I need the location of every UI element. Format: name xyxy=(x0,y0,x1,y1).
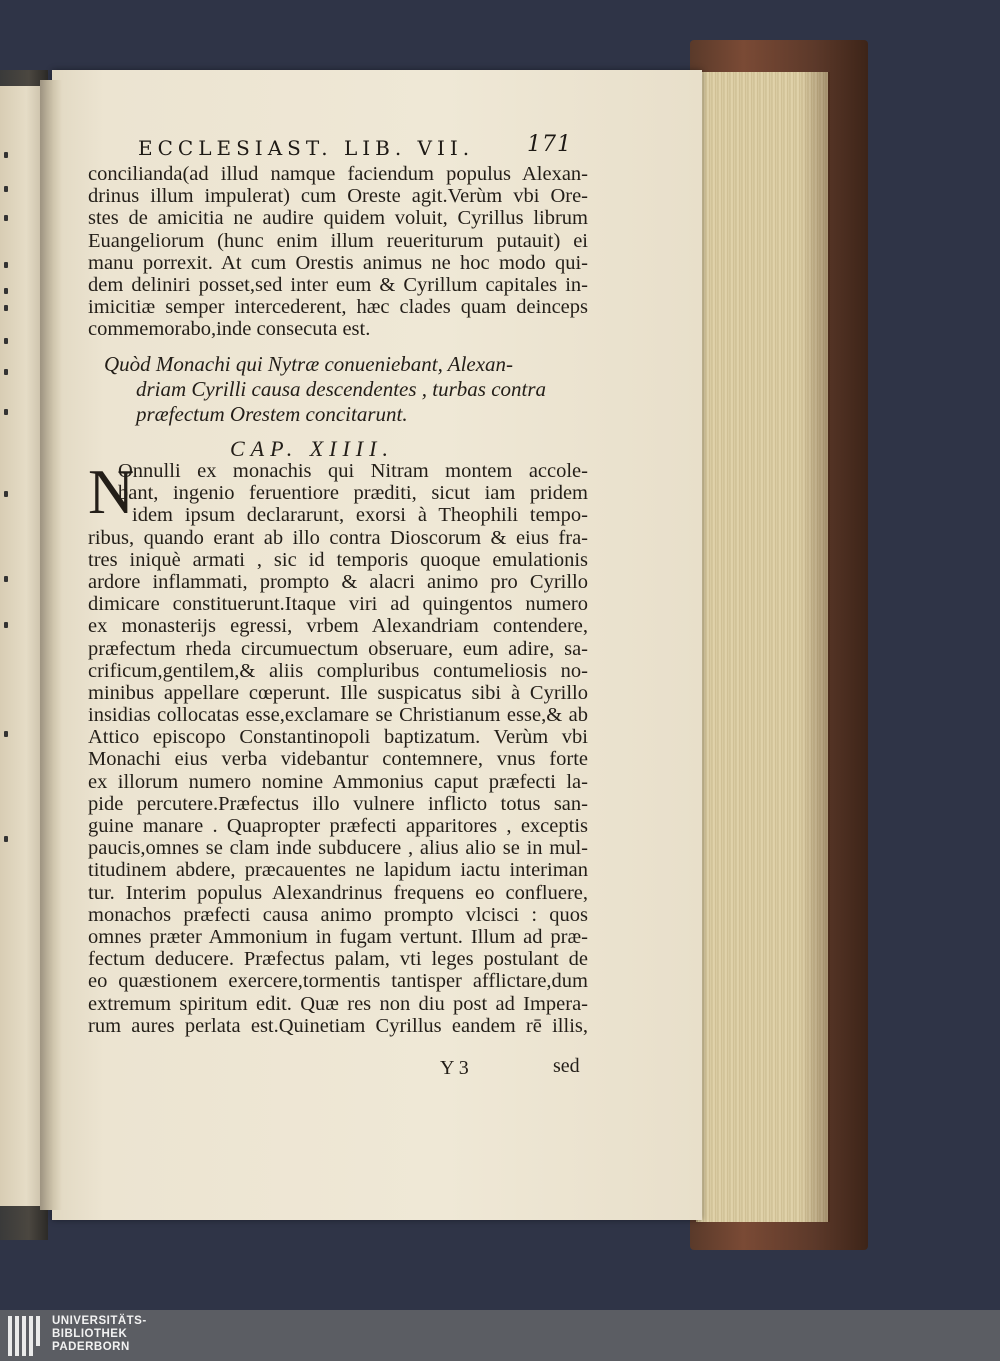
text-line: paucis,omnes se clam inde subducere , alius alio se in mul- xyxy=(88,837,588,860)
paragraph-2 xyxy=(88,456,588,1037)
signature-mark: Y 3 xyxy=(440,1057,469,1079)
left-page-edge xyxy=(0,86,44,1206)
text-line: Quòd Monachi qui Nytræ conueniebant, Alexan- xyxy=(104,352,514,376)
text-line: idem ipsum declararunt, exorsi à Theophili tempo- xyxy=(132,504,588,527)
text-line: imicitiæ semper intercederent, hæc clades quam deinceps xyxy=(88,296,588,319)
drop-cap: N xyxy=(88,456,135,527)
text-line: drinus illum impulerat) cum Oreste agit.Verùm vbi Ore- xyxy=(88,185,588,208)
library-name-line: PADERBORN xyxy=(52,1341,130,1353)
text-line: commemorabo,inde consecuta est. xyxy=(88,318,371,341)
catchword: sed xyxy=(553,1055,580,1077)
text-line: insidias collocatas esse,exclamare se Christianum esse,& ab xyxy=(88,704,588,727)
text-line: ex illorum numero nomine Ammonius caput præfecti la- xyxy=(88,770,588,793)
text-line: ex monasterijs egressi, vrbem Alexandriam contendere, xyxy=(88,615,588,638)
text-line: Euangeliorum (hunc enim illum reueriturum putauit) ei xyxy=(88,229,588,252)
text-line: dem deliniri posset,sed inter eum & Cyrillum capitales in- xyxy=(88,273,588,296)
library-name-line: UNIVERSITÄTS- xyxy=(52,1315,147,1327)
gutter xyxy=(40,80,62,1210)
text-line: omnes præter Ammonium in fugam vertunt. Illum ad præ- xyxy=(88,925,588,948)
text-line: præfectum Orestem concitarunt. xyxy=(136,402,408,426)
library-footer xyxy=(0,1310,1000,1361)
chapter-number: CAP. XIIII. xyxy=(230,436,394,461)
library-logo-icon xyxy=(8,1316,44,1356)
text-line: minibus appellare cœperunt. Ille suspicatus sibi à Cyrillo xyxy=(88,681,588,704)
text-line: præfectum rheda circumuectum obseruare, eum adire, sa- xyxy=(88,637,588,660)
text-line: monachos præfecti causa animo prompto vlcisci : quos xyxy=(88,903,588,926)
text-line: titudinem abdere, præcauentes ne lapidum iactu interiman xyxy=(88,859,588,882)
text-line: tur. Interim populus Alexandrinus frequens eo confluere, xyxy=(88,881,588,904)
page-number: 171 xyxy=(527,132,572,157)
running-head-title: ECCLESIAST. LIB. VII. xyxy=(138,136,475,160)
text-line: driam Cyrilli causa descendentes , turbas contra xyxy=(136,377,547,401)
text-line: concilianda(ad illud namque faciendum populus Alexan- xyxy=(88,163,588,185)
library-name-line: BIBLIOTHEK xyxy=(52,1328,128,1340)
text-line: Onnulli ex monachis qui Nitram montem accole- xyxy=(118,460,588,482)
text-line: fectum deducere. Præfectus palam, vti leges postulant de xyxy=(88,948,588,971)
text-line: ribus, quando erant ab illo contra Dioscorum & eius fra- xyxy=(88,526,588,549)
paragraph-1 xyxy=(88,163,588,341)
text-line: Monachi eius verba videbantur contemnere, vnus forte xyxy=(88,748,588,771)
text-line: crificum,gentilem,& aliis compluribus contumeliosis no- xyxy=(88,659,588,682)
text-line: guine manare . Quapropter præfecti apparitores , exceptis xyxy=(88,815,588,837)
text-line: Attico episcopo Constantinopoli baptizatum. Verùm vbi xyxy=(88,726,588,749)
library-name xyxy=(52,1315,147,1354)
text-line: extremum spiritum edit. Quæ res non diu post ad Impera- xyxy=(88,992,588,1015)
text-line: pide percutere.Præfectus illo vulnere inflicto totus san- xyxy=(88,792,588,815)
text-line: dimicare constituerunt.Itaque viri ad quingentos numero xyxy=(88,593,588,616)
text-line: stes de amicitia ne audire quidem voluit, Cyrillus librum xyxy=(88,207,588,230)
running-head xyxy=(138,132,578,166)
chapter-heading xyxy=(104,352,574,427)
text-line: rum aures perlata est.Quinetiam Cyrillus eandem rē illis, xyxy=(88,1014,588,1037)
text-line: manu porrexit. At cum Orestis animus ne hoc modo qui- xyxy=(88,251,588,274)
text-line: ardore inflammati, prompto & alacri animo pro Cyrillo xyxy=(88,570,588,593)
text-line: eo quæstionem exercere,tormentis tantisper afflictare,dum xyxy=(88,970,588,993)
text-line: bant, ingenio feruentiore præditi, sicut iam pridem xyxy=(118,482,588,505)
text-line: tres iniquè armati , sic id temporis quoque emulationis xyxy=(88,548,588,571)
